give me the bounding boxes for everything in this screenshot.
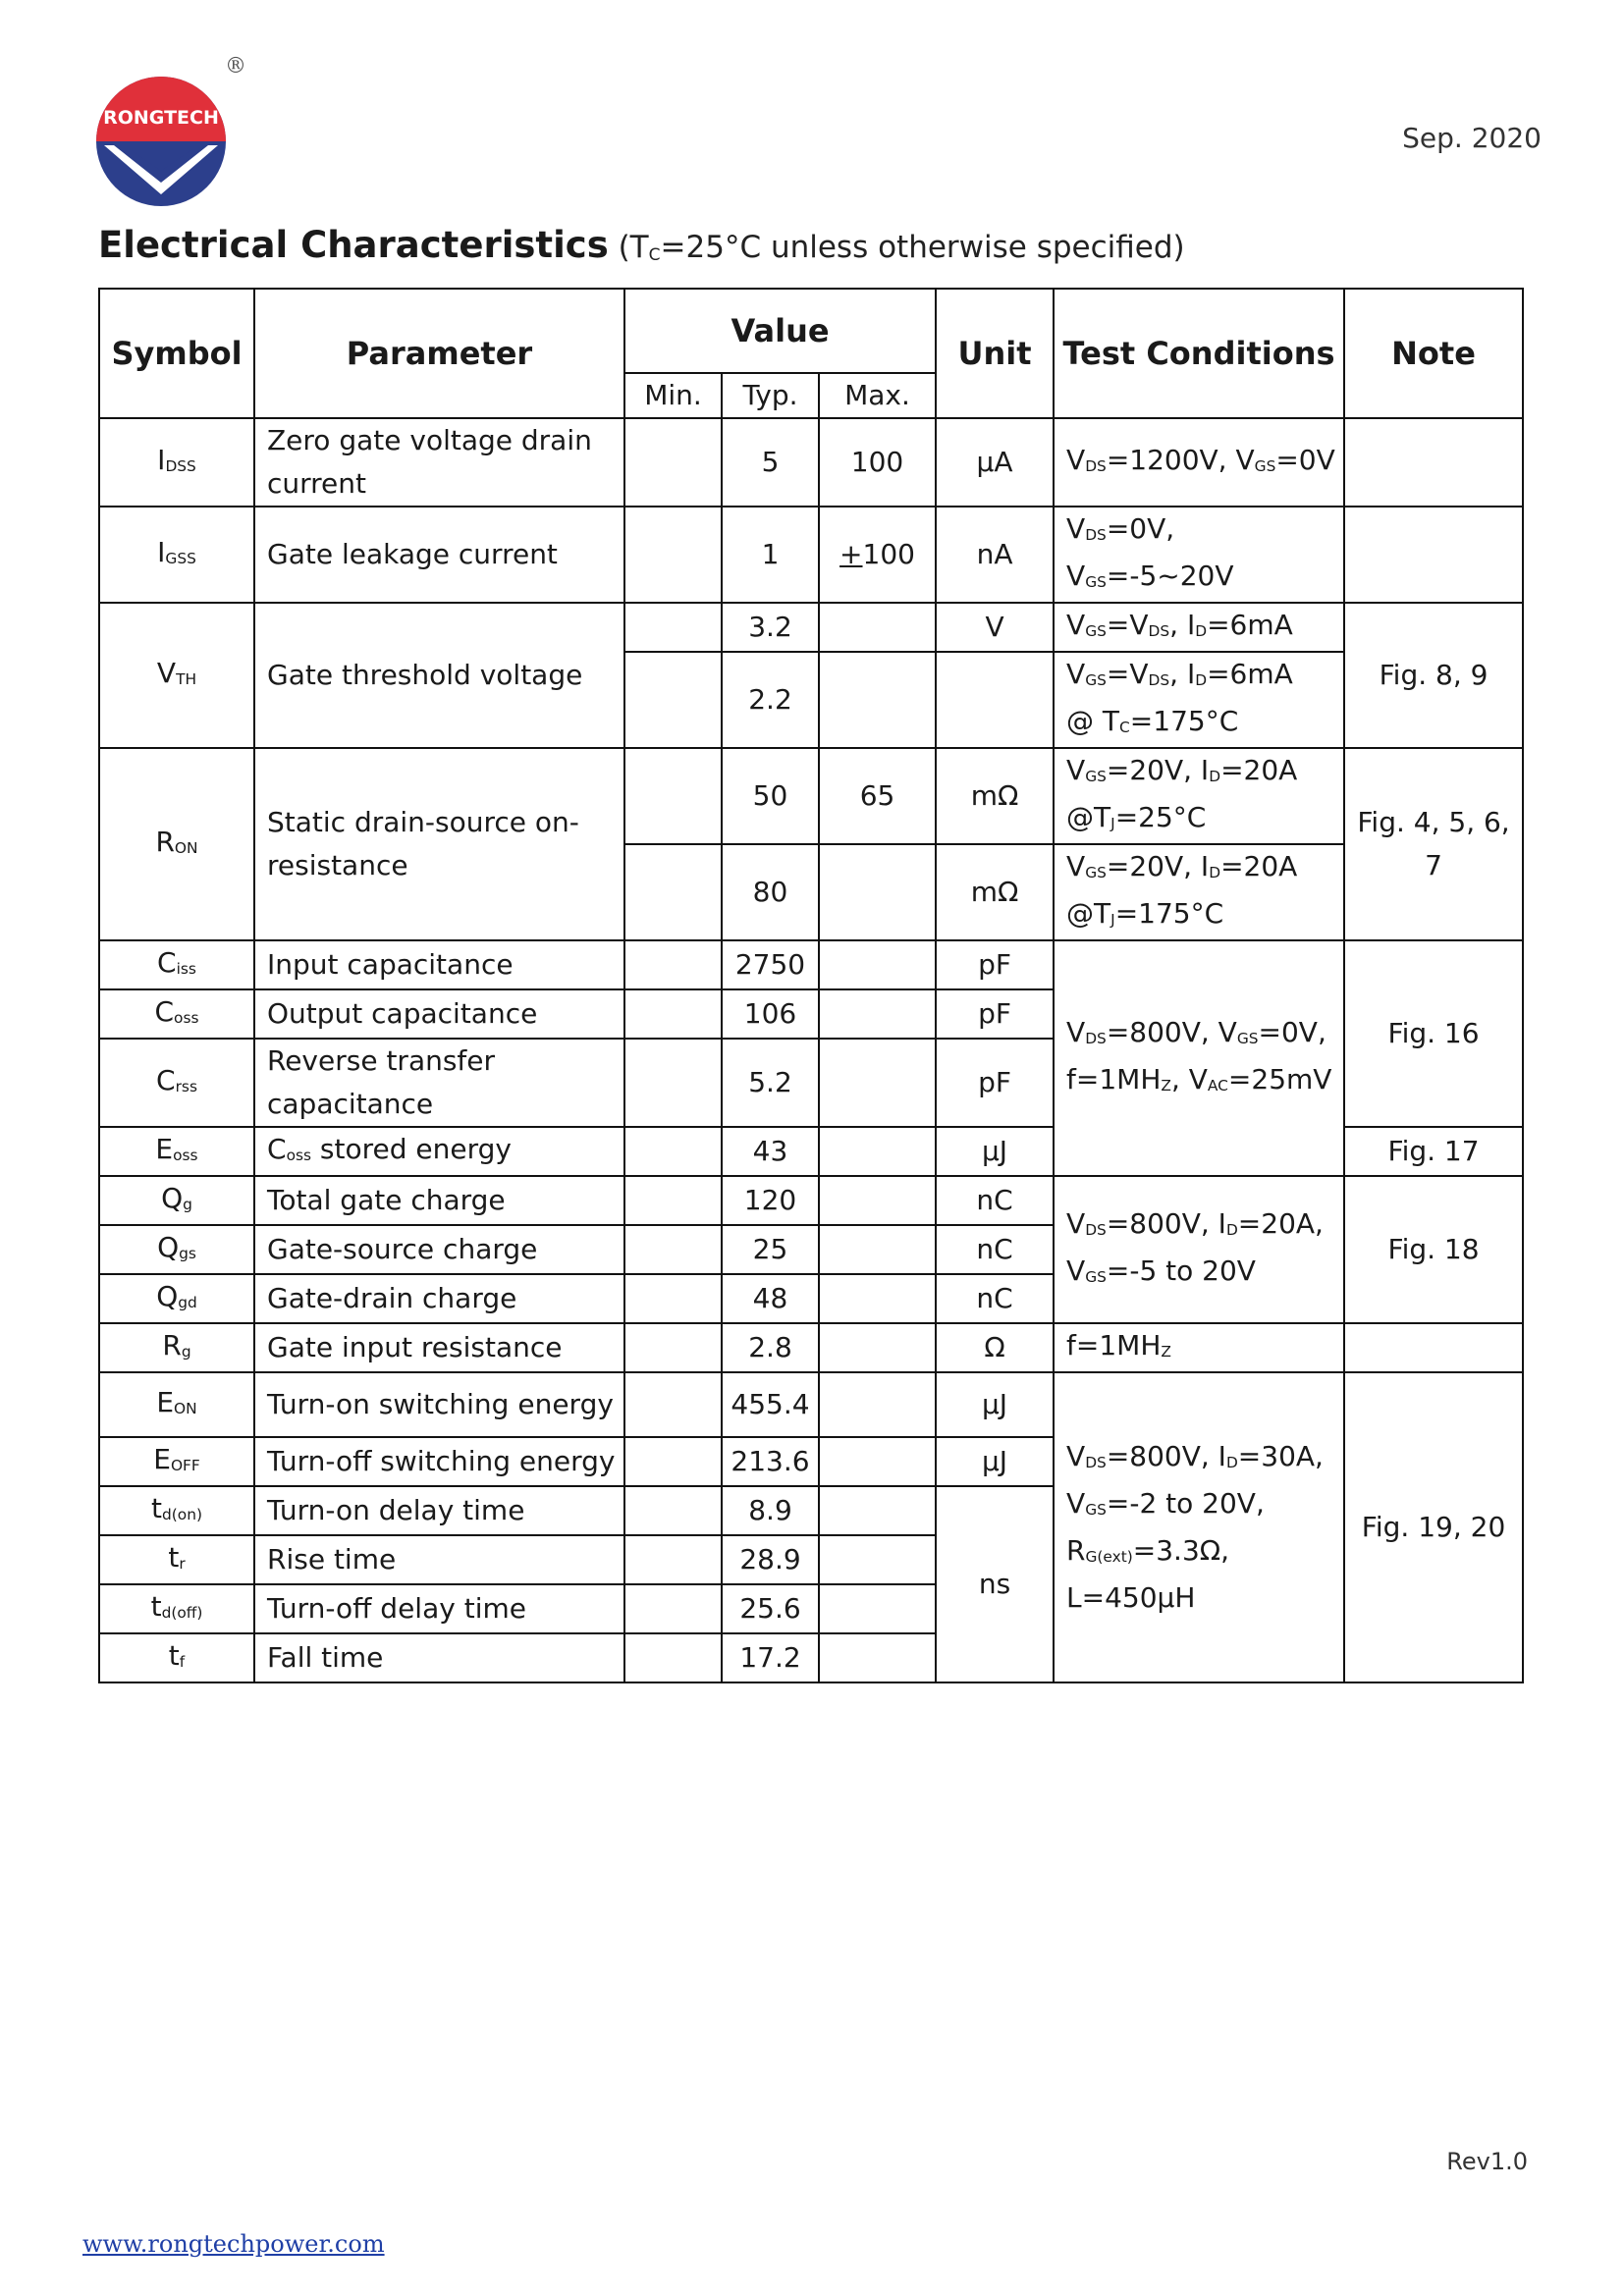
unit-cell: nC [936,1274,1054,1323]
parameter-cell: $C_{oss}$ stored energy [254,1127,624,1176]
symbol-cell: $C_{rss}$ [99,1039,254,1127]
unit-cell: nC [936,1225,1054,1274]
symbol-cell: $t_f$ [99,1633,254,1682]
parameter-cell: Turn-off delay time [254,1584,624,1633]
symbol-cell: $t_{d(on)}$ [99,1486,254,1535]
unit-cell: μJ [936,1372,1054,1437]
note-cell: Fig. 18 [1344,1176,1523,1323]
symbol-cell: $R_{ON}$ [99,748,254,940]
unit-cell: nC [936,1176,1054,1225]
parameter-cell: Total gate charge [254,1176,624,1225]
min-cell [624,1437,722,1486]
condition-cell: $V_{DS}=1200V$, $V_{GS}=0V$ [1054,418,1344,507]
max-cell [819,1323,936,1372]
parameter-cell: Gate input resistance [254,1323,624,1372]
parameter-cell: Static drain-source on-resistance [254,748,624,940]
typ-cell: 43 [722,1127,819,1176]
parameter-cell: Input capacitance [254,940,624,989]
unit-cell: pF [936,1039,1054,1127]
min-cell [624,507,722,603]
condition-cell: $V_{DS}=0V$, $V_{GS}=-5\sim 20V$ [1054,507,1344,603]
table-row [99,507,1523,603]
parameter-cell: Rise time [254,1535,624,1584]
header-parameter: Parameter [254,289,624,418]
max-cell [819,603,936,652]
typ-cell: 2750 [722,940,819,989]
max-cell [819,652,936,748]
note-cell [1344,1323,1523,1372]
header-max: Max. [819,373,936,418]
note-cell: Fig. 19, 20 [1344,1372,1523,1682]
typ-cell: 213.6 [722,1437,819,1486]
parameter-cell: Gate threshold voltage [254,603,624,748]
brand-text: RONGTECH [103,107,219,129]
note-cell [1344,418,1523,507]
min-cell [624,844,722,940]
min-cell [624,652,722,748]
parameter-cell: Turn-on delay time [254,1486,624,1535]
rongtech-logo [90,51,247,208]
unit-cell: V [936,603,1054,652]
typ-cell: 2.2 [722,652,819,748]
typ-cell: 1 [722,507,819,603]
parameter-cell: Gate-drain charge [254,1274,624,1323]
typ-cell: 48 [722,1274,819,1323]
typ-cell: 3.2 [722,603,819,652]
typ-cell: 80 [722,844,819,940]
symbol-cell: $E_{ON}$ [99,1372,254,1437]
max-cell [819,1535,936,1584]
title-main: Electrical Characteristics [98,224,609,266]
note-cell: Fig. 16 [1344,940,1523,1127]
header-min: Min. [624,373,722,418]
max-cell [819,1437,936,1486]
symbol-cell: $Q_g$ [99,1176,254,1225]
unit-cell: nA [936,507,1054,603]
max-cell [819,1274,936,1323]
symbol-cell: $Q_{gs}$ [99,1225,254,1274]
note-cell: Fig. 8, 9 [1344,603,1523,748]
symbol-cell: $I_{GSS}$ [99,507,254,603]
document-date: Sep. 2020 [1402,122,1542,154]
min-cell [624,989,722,1039]
header-test-conditions: Test Conditions [1054,289,1344,418]
table-row [99,748,1523,844]
unit-cell: pF [936,940,1054,989]
table-row [99,1176,1523,1225]
min-cell [624,748,722,844]
condition-cell: $V_{GS}=V_{DS}$, $I_D=6mA$ @ $T_C=175^\circ C$ [1054,652,1344,748]
symbol-cell: $I_{DSS}$ [99,418,254,507]
typ-cell: 5 [722,418,819,507]
header-symbol: Symbol [99,289,254,418]
min-cell [624,1039,722,1127]
symbol-cell: $Q_{gd}$ [99,1274,254,1323]
table-row [99,418,1523,507]
condition-cell: $V_{GS}=V_{DS}$, $I_D=6mA$ [1054,603,1344,652]
electrical-characteristics-table [98,288,1524,1683]
note-cell [1344,507,1523,603]
parameter-cell: Fall time [254,1633,624,1682]
typ-cell: 50 [722,748,819,844]
max-cell [819,1633,936,1682]
min-cell [624,940,722,989]
max-cell [819,1176,936,1225]
symbol-cell: $R_g$ [99,1323,254,1372]
symbol-cell: $C_{oss}$ [99,989,254,1039]
min-cell [624,1633,722,1682]
max-cell: 100 [819,418,936,507]
max-cell: 65 [819,748,936,844]
typ-cell: 106 [722,989,819,1039]
typ-cell: 17.2 [722,1633,819,1682]
min-cell [624,1225,722,1274]
max-cell [819,1039,936,1127]
website-link[interactable]: www.rongtechpower.com [82,2230,385,2258]
symbol-cell: $E_{OFF}$ [99,1437,254,1486]
unit-cell: μJ [936,1127,1054,1176]
max-cell: +100 [819,507,936,603]
parameter-cell: Reverse transfer capacitance [254,1039,624,1127]
table-row [99,1372,1523,1437]
unit-cell: μA [936,418,1054,507]
condition-cell: $V_{DS}=800V$, $I_D=20A$, $V_{GS}=-5$ to 20V [1054,1176,1344,1323]
min-cell [624,1584,722,1633]
table-row [99,940,1523,989]
typ-cell: 28.9 [722,1535,819,1584]
condition-cell: $f=1MH_Z$ [1054,1323,1344,1372]
unit-cell: ns [936,1486,1054,1682]
min-cell [624,1535,722,1584]
header-unit: Unit [936,289,1054,418]
min-cell [624,1323,722,1372]
parameter-cell: Turn-off switching energy [254,1437,624,1486]
min-cell [624,1274,722,1323]
symbol-cell: $E_{oss}$ [99,1127,254,1176]
typ-cell: 25 [722,1225,819,1274]
parameter-cell: Turn-on switching energy [254,1372,624,1437]
header-note: Note [1344,289,1523,418]
header-typ: Typ. [722,373,819,418]
max-cell [819,1127,936,1176]
unit-cell: pF [936,989,1054,1039]
symbol-cell: $t_r$ [99,1535,254,1584]
symbol-cell: $t_{d(off)}$ [99,1584,254,1633]
revision-label: Rev1.0 [1446,2148,1528,2175]
max-cell [819,1486,936,1535]
note-cell: Fig. 17 [1344,1127,1523,1176]
unit-cell: Ω [936,1323,1054,1372]
typ-cell: 25.6 [722,1584,819,1633]
typ-cell: 120 [722,1176,819,1225]
unit-cell [936,652,1054,748]
typ-cell: 5.2 [722,1039,819,1127]
min-cell [624,1127,722,1176]
max-cell [819,1372,936,1437]
max-cell [819,1584,936,1633]
table-row [99,1323,1523,1372]
page-title [98,224,1185,266]
typ-cell: 8.9 [722,1486,819,1535]
min-cell [624,418,722,507]
max-cell [819,989,936,1039]
max-cell [819,844,936,940]
condition-cell: $V_{GS}=20V$, $I_D=20A$ $@T_J=175^\circ C$ [1054,844,1344,940]
unit-cell: mΩ [936,844,1054,940]
unit-cell: mΩ [936,748,1054,844]
note-cell: Fig. 4, 5, 6, 7 [1344,748,1523,940]
min-cell [624,1372,722,1437]
condition-cell: $V_{DS}=800V$, $I_D=30A$, $V_{GS}=-2$ to 20V, $R_{G(ext)}=3.3\Omega$, L=450μH [1054,1372,1344,1682]
min-cell [624,1176,722,1225]
table-row [99,603,1523,652]
condition-cell: $V_{GS}=20V$, $I_D=20A$ $@T_J=25^\circ C$ [1054,748,1344,844]
min-cell [624,603,722,652]
typ-cell: 455.4 [722,1372,819,1437]
min-cell [624,1486,722,1535]
registered-mark: ® [225,54,246,79]
unit-cell: μJ [936,1437,1054,1486]
symbol-cell: $V_{TH}$ [99,603,254,748]
condition-cell: $V_{DS}=800V$, $V_{GS}=0V$, $f=1MH_Z$, $V_{AC}=25mV$ [1054,940,1344,1176]
max-cell [819,940,936,989]
parameter-cell: Output capacitance [254,989,624,1039]
parameter-cell: Gate-source charge [254,1225,624,1274]
parameter-cell: Zero gate voltage drain current [254,418,624,507]
symbol-cell: $C_{iss}$ [99,940,254,989]
typ-cell: 2.8 [722,1323,819,1372]
title-condition: ($T_C=25^\circ C$ unless otherwise specified) [608,230,1185,265]
header-value: Value [624,289,936,373]
parameter-cell: Gate leakage current [254,507,624,603]
max-cell [819,1225,936,1274]
